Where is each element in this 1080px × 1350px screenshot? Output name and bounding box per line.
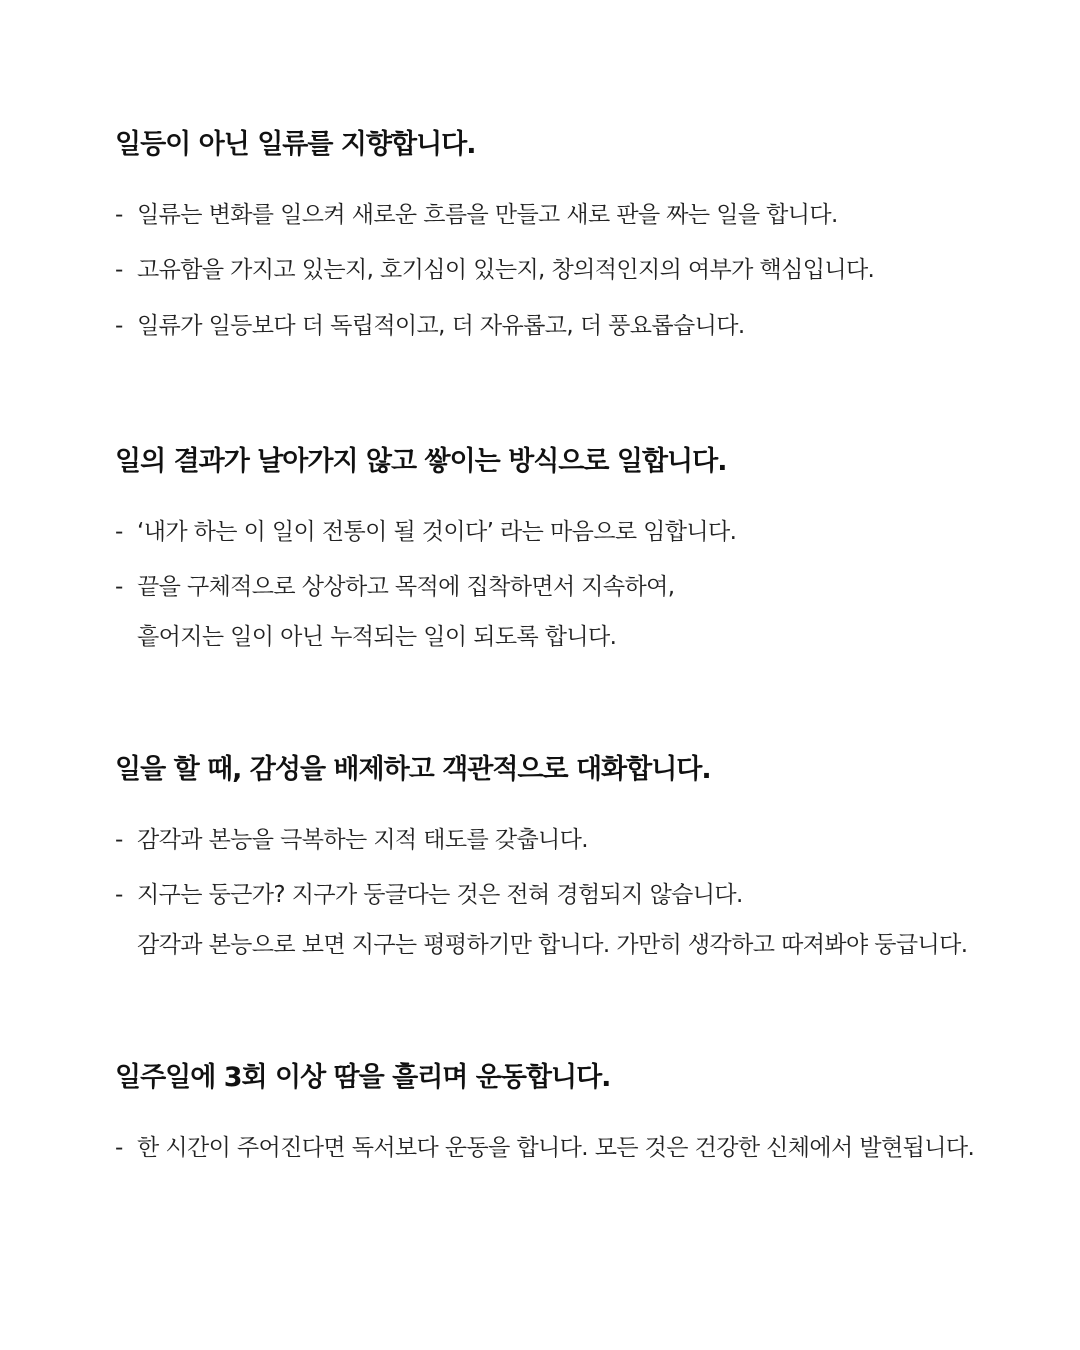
item-text-continuation: 흩어지는 일이 아닌 누적되는 일이 되도록 합니다. (137, 624, 617, 650)
section-heading: 일을 할 때, 감성을 배제하고 객관적으로 대화합니다. (115, 754, 711, 785)
list-item (115, 562, 674, 662)
list-item (115, 507, 736, 557)
section-heading: 일등이 아닌 일류를 지향합니다. (115, 129, 476, 160)
item-text: 감각과 본능을 극복하는 지적 태도를 갖춥니다. (137, 827, 589, 853)
bullet-dash: - (115, 257, 123, 283)
list-item (115, 1123, 974, 1173)
item-text: 끝을 구체적으로 상상하고 목적에 집착하면서 지속하여, (137, 574, 675, 600)
bullet-dash: - (115, 313, 123, 339)
list-item (115, 301, 745, 351)
bullet-dash: - (115, 519, 123, 545)
section-2 (115, 444, 1015, 650)
bullet-dash: - (115, 574, 123, 600)
item-text: 일류는 변화를 일으켜 새로운 흐름을 만들고 새로 판을 짜는 일을 합니다. (137, 202, 838, 228)
list-item (115, 870, 967, 970)
list-item (115, 245, 874, 295)
bullet-dash: - (115, 827, 123, 853)
item-text: ‘내가 하는 이 일이 전통이 될 것이다’ 라는 마음으로 임합니다. (137, 519, 737, 545)
item-text-continuation: 감각과 본능으로 보면 지구는 평평하기만 합니다. 가만히 생각하고 따져봐야 둥급니다. (137, 932, 968, 958)
item-text: 일류가 일등보다 더 독립적이고, 더 자유롭고, 더 풍요롭습니다. (137, 313, 745, 339)
bullet-dash: - (115, 882, 123, 908)
list-item (115, 190, 838, 240)
item-text: 고유함을 가지고 있는지, 호기심이 있는지, 창의적인지의 여부가 핵심입니다. (137, 257, 875, 283)
section-heading: 일의 결과가 날아가지 않고 쌓이는 방식으로 일합니다. (115, 446, 727, 477)
section-4 (115, 1060, 1015, 1161)
section-3 (115, 752, 1015, 958)
bullet-dash: - (115, 1135, 123, 1161)
item-text: 지구는 둥근가? 지구가 둥글다는 것은 전혀 경험되지 않습니다. (137, 882, 743, 908)
bullet-dash: - (115, 202, 123, 228)
list-item (115, 815, 588, 865)
item-text: 한 시간이 주어진다면 독서보다 운동을 합니다. 모든 것은 건강한 신체에서 발현됩니다. (137, 1135, 975, 1161)
section-heading: 일주일에 3회 이상 땀을 흘리며 운동합니다. (115, 1062, 611, 1093)
section-1 (115, 127, 1015, 339)
